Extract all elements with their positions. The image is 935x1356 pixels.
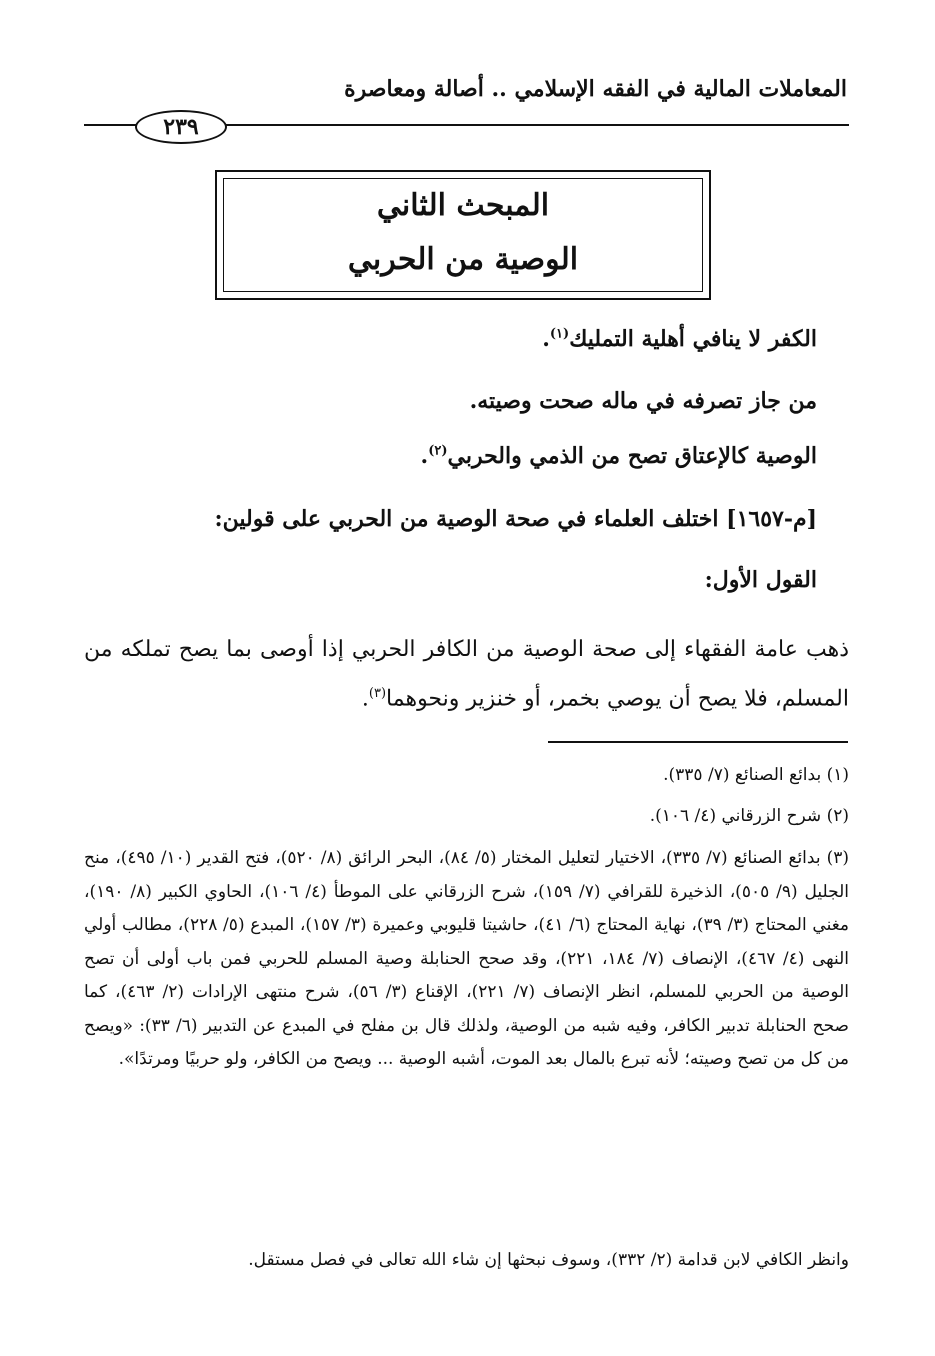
rule-line-3: الوصية كالإعتاق تصح من الذمي والحربي$^{(٢)}$. bbox=[420, 443, 817, 469]
rule-line-1: الكفر لا ينافي أهلية التمليك$^{(١)}$. bbox=[542, 326, 817, 352]
footnote-1: (١) بدائع الصنائع (٧/ ٣٣٥). bbox=[663, 765, 849, 785]
section-title-box bbox=[215, 170, 711, 300]
footnote-3-continuation: وانظر الكافي لابن قدامة (٢/ ٣٣٢)، وسوف نبحثها إن شاء الله تعالى في فصل مستقل. bbox=[248, 1250, 849, 1270]
section-subheading: الوصية من الحربي bbox=[347, 242, 579, 277]
footnote-ref-3: (٣) bbox=[368, 686, 387, 701]
footnote-ref-1: (١) bbox=[549, 326, 570, 342]
page-number: ٢٣٩ bbox=[135, 110, 227, 144]
footnote-separator bbox=[548, 741, 848, 743]
footnote-2: (٢) شرح الزرقاني (٤/ ١٠٦). bbox=[649, 806, 849, 826]
first-opinion-heading: القول الأول: bbox=[704, 567, 817, 593]
section-heading: المبحث الثاني bbox=[376, 188, 550, 223]
running-header: المعاملات المالية في الفقه الإسلامي .. أصالة ومعاصرة bbox=[344, 76, 847, 102]
rule-line-2: من جاز تصرفه في ماله صحت وصيته. bbox=[469, 388, 817, 414]
footnote-3: (٣) بدائع الصنائع (٧/ ٣٣٥)، الاختيار لتعليل المختار (٥/ ٨٤)، البحر الرائق (٨/ ٥٢٠)، فتح القدير (١٠/ ٤٩٥)، منح الجليل (٩/ ٥٠٥)، الذخيرة للقرافي (٧/ ١٥٩)، شرح الزرقاني على الموطأ (٤/ ١٠٦)، الحاوي الكبير (٨/ ١٩٠)، مغني المحتاج (٣/ ٣٩)، نهاية المحتاج (٦/ ٤١)، حاشيتا قليوبي وعميرة (٣/ ١٥٧)، المبدع (٥/ ٢٢٨)، مطالب أولي النهى (٤/ ٤٦٧)، الإنصاف (٧/ ١٨٤، ٢٢١)، وقد صحح الحنابلة وصية المسلم للحربي فمن باب أولى أن تصح الوصية من الحربي للمسلم، انظر الإنصاف (٧/ ٢٢١)، الإقناع (٣/ ٥٦)، شرح منتهى الإرادات (٢/ ٤٦٣)، كما صحح الحنابلة تدبير الكافر، وفيه شبه من الوصية، ولذلك قال بن مفلح في المبدع عن التدبير (٦/ ٣٣): «ويصح من كل من تصح وصيته؛ لأنه تبرع بالمال بعد الموت، أشبه الوصية ... ويصح من الكافر، ولو حربيًا ومرتدًا». bbox=[84, 848, 850, 1069]
issue-statement: [م-١٦٥٧] اختلف العلماء في صحة الوصية من الحربي على قولين: bbox=[214, 506, 817, 532]
first-opinion-paragraph: ذهب عامة الفقهاء إلى صحة الوصية من الكافر الحربي إذا أوصى بما يصح تملكه من المسلم، فلا يصح أن يوصي بخمر، أو خنزير ونحوهما$^{(٣)}$. bbox=[84, 637, 849, 712]
footnote-ref-2: (٢) bbox=[428, 443, 448, 459]
